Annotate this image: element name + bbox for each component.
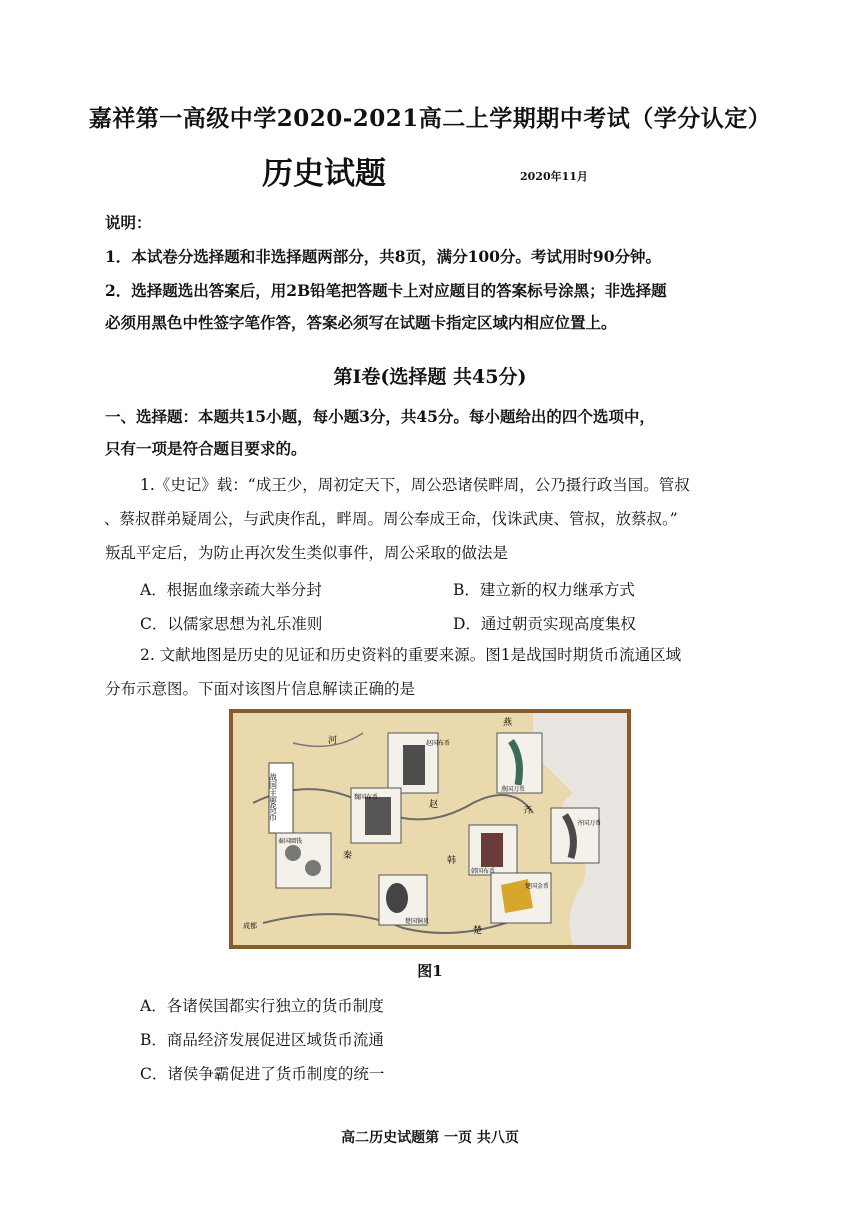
coin-label-3: 燕国刀币 [501, 786, 526, 793]
q1-option-c: C．以儒家思想为礼乐准则 [140, 615, 323, 633]
q2-line-2: 分布示意图。下面对该图片信息解读正确的是 [105, 680, 416, 698]
q2-option-b: B．商品经济发展促进区域货币流通 [140, 1031, 384, 1049]
q1-option-b: B．建立新的权力继承方式 [453, 581, 635, 599]
subject-title: 历史试题 [262, 156, 386, 192]
coin-label-2: 魏国布币 [354, 794, 379, 801]
page-footer: 高二历史试题第 一页 共八页 [341, 1130, 519, 1146]
q2-line-1: 2. 文献地图是历史的见证和历史资料的重要来源。图1是战国时期货币流通区域 [140, 646, 682, 664]
legend-label: 战国主要货币 [268, 773, 278, 821]
map-illustration [233, 713, 627, 945]
coin-label-7: 楚国铜贝 [405, 918, 430, 925]
label-chu: 楚 [473, 926, 483, 936]
instructions-heading: 说明： [105, 213, 152, 232]
section-title: 第Ⅰ卷(选择题 共45分) [333, 366, 527, 388]
label-han: 韩 [447, 856, 457, 866]
spade-coin-icon-2 [365, 797, 391, 835]
label-yan: 燕 [503, 718, 513, 728]
warring-states-currency-map [229, 709, 631, 949]
instruction-2-line-2: 必须用黑色中性签字笔作答，答案必须写在试题卡指定区域内相应位置上。 [105, 313, 617, 332]
section-intro-line-1: 一、选择题：本题共15小题，每小题3分，共45分。每小题给出的四个选项中， [105, 407, 655, 426]
q1-line-1: 1.《史记》载：“成王少，周初定天下，周公恐诸侯畔周，公乃摄行政当国。管叔 [140, 476, 690, 494]
q2-option-c: C．诸侯争霸促进了货币制度的统一 [140, 1065, 385, 1083]
round-coin-icon-2 [305, 860, 321, 876]
label-chengdu: 成都 [243, 922, 257, 930]
label-he: 河 [328, 736, 338, 746]
label-zhao: 赵 [429, 800, 439, 810]
instruction-1: 1．本试卷分选择题和非选择题两部分，共8页，满分100分。考试用时90分钟。 [105, 247, 661, 266]
spade-coin-icon-3 [481, 833, 503, 867]
section-intro-line-2: 只有一项是符合题目要求的。 [105, 439, 307, 458]
coin-label-5: 韩国布币 [471, 868, 496, 875]
round-coin-icon [285, 845, 301, 861]
coin-label-6: 秦国圜钱 [278, 838, 303, 845]
q2-option-a: A．各诸侯国都实行独立的货币制度 [140, 997, 384, 1015]
q1-option-d: D．通过朝贡实现高度集权 [453, 615, 636, 633]
instruction-2-line-1: 2．选择题选出答案后，用2B铅笔把答题卡上对应题目的答案标号涂黑；非选择题 [105, 281, 667, 300]
coin-label-8: 楚国金币 [525, 883, 550, 890]
q1-line-2: 、蔡叔群弟疑周公，与武庚作乱，畔周。周公奉成王命，伐诛武庚、管叔，放蔡叔。” [104, 510, 678, 528]
coin-label-4: 齐国刀币 [577, 820, 602, 827]
spade-coin-icon [403, 745, 425, 785]
label-qi: 齐 [523, 806, 533, 816]
coin-label-1: 赵国布币 [426, 740, 451, 747]
label-qin: 秦 [343, 851, 353, 861]
shell-coin-icon [386, 883, 408, 913]
exam-date: 2020年11月 [520, 170, 588, 183]
q1-line-3: 叛乱平定后，为防止再次发生类似事件，周公采取的做法是 [105, 544, 509, 562]
exam-title: 嘉祥第一高级中学2020-2021高二上学期期中考试（学分认定） [88, 105, 772, 132]
figure-caption: 图1 [417, 962, 443, 980]
q1-option-a: A．根据血缘亲疏大举分封 [140, 581, 322, 599]
